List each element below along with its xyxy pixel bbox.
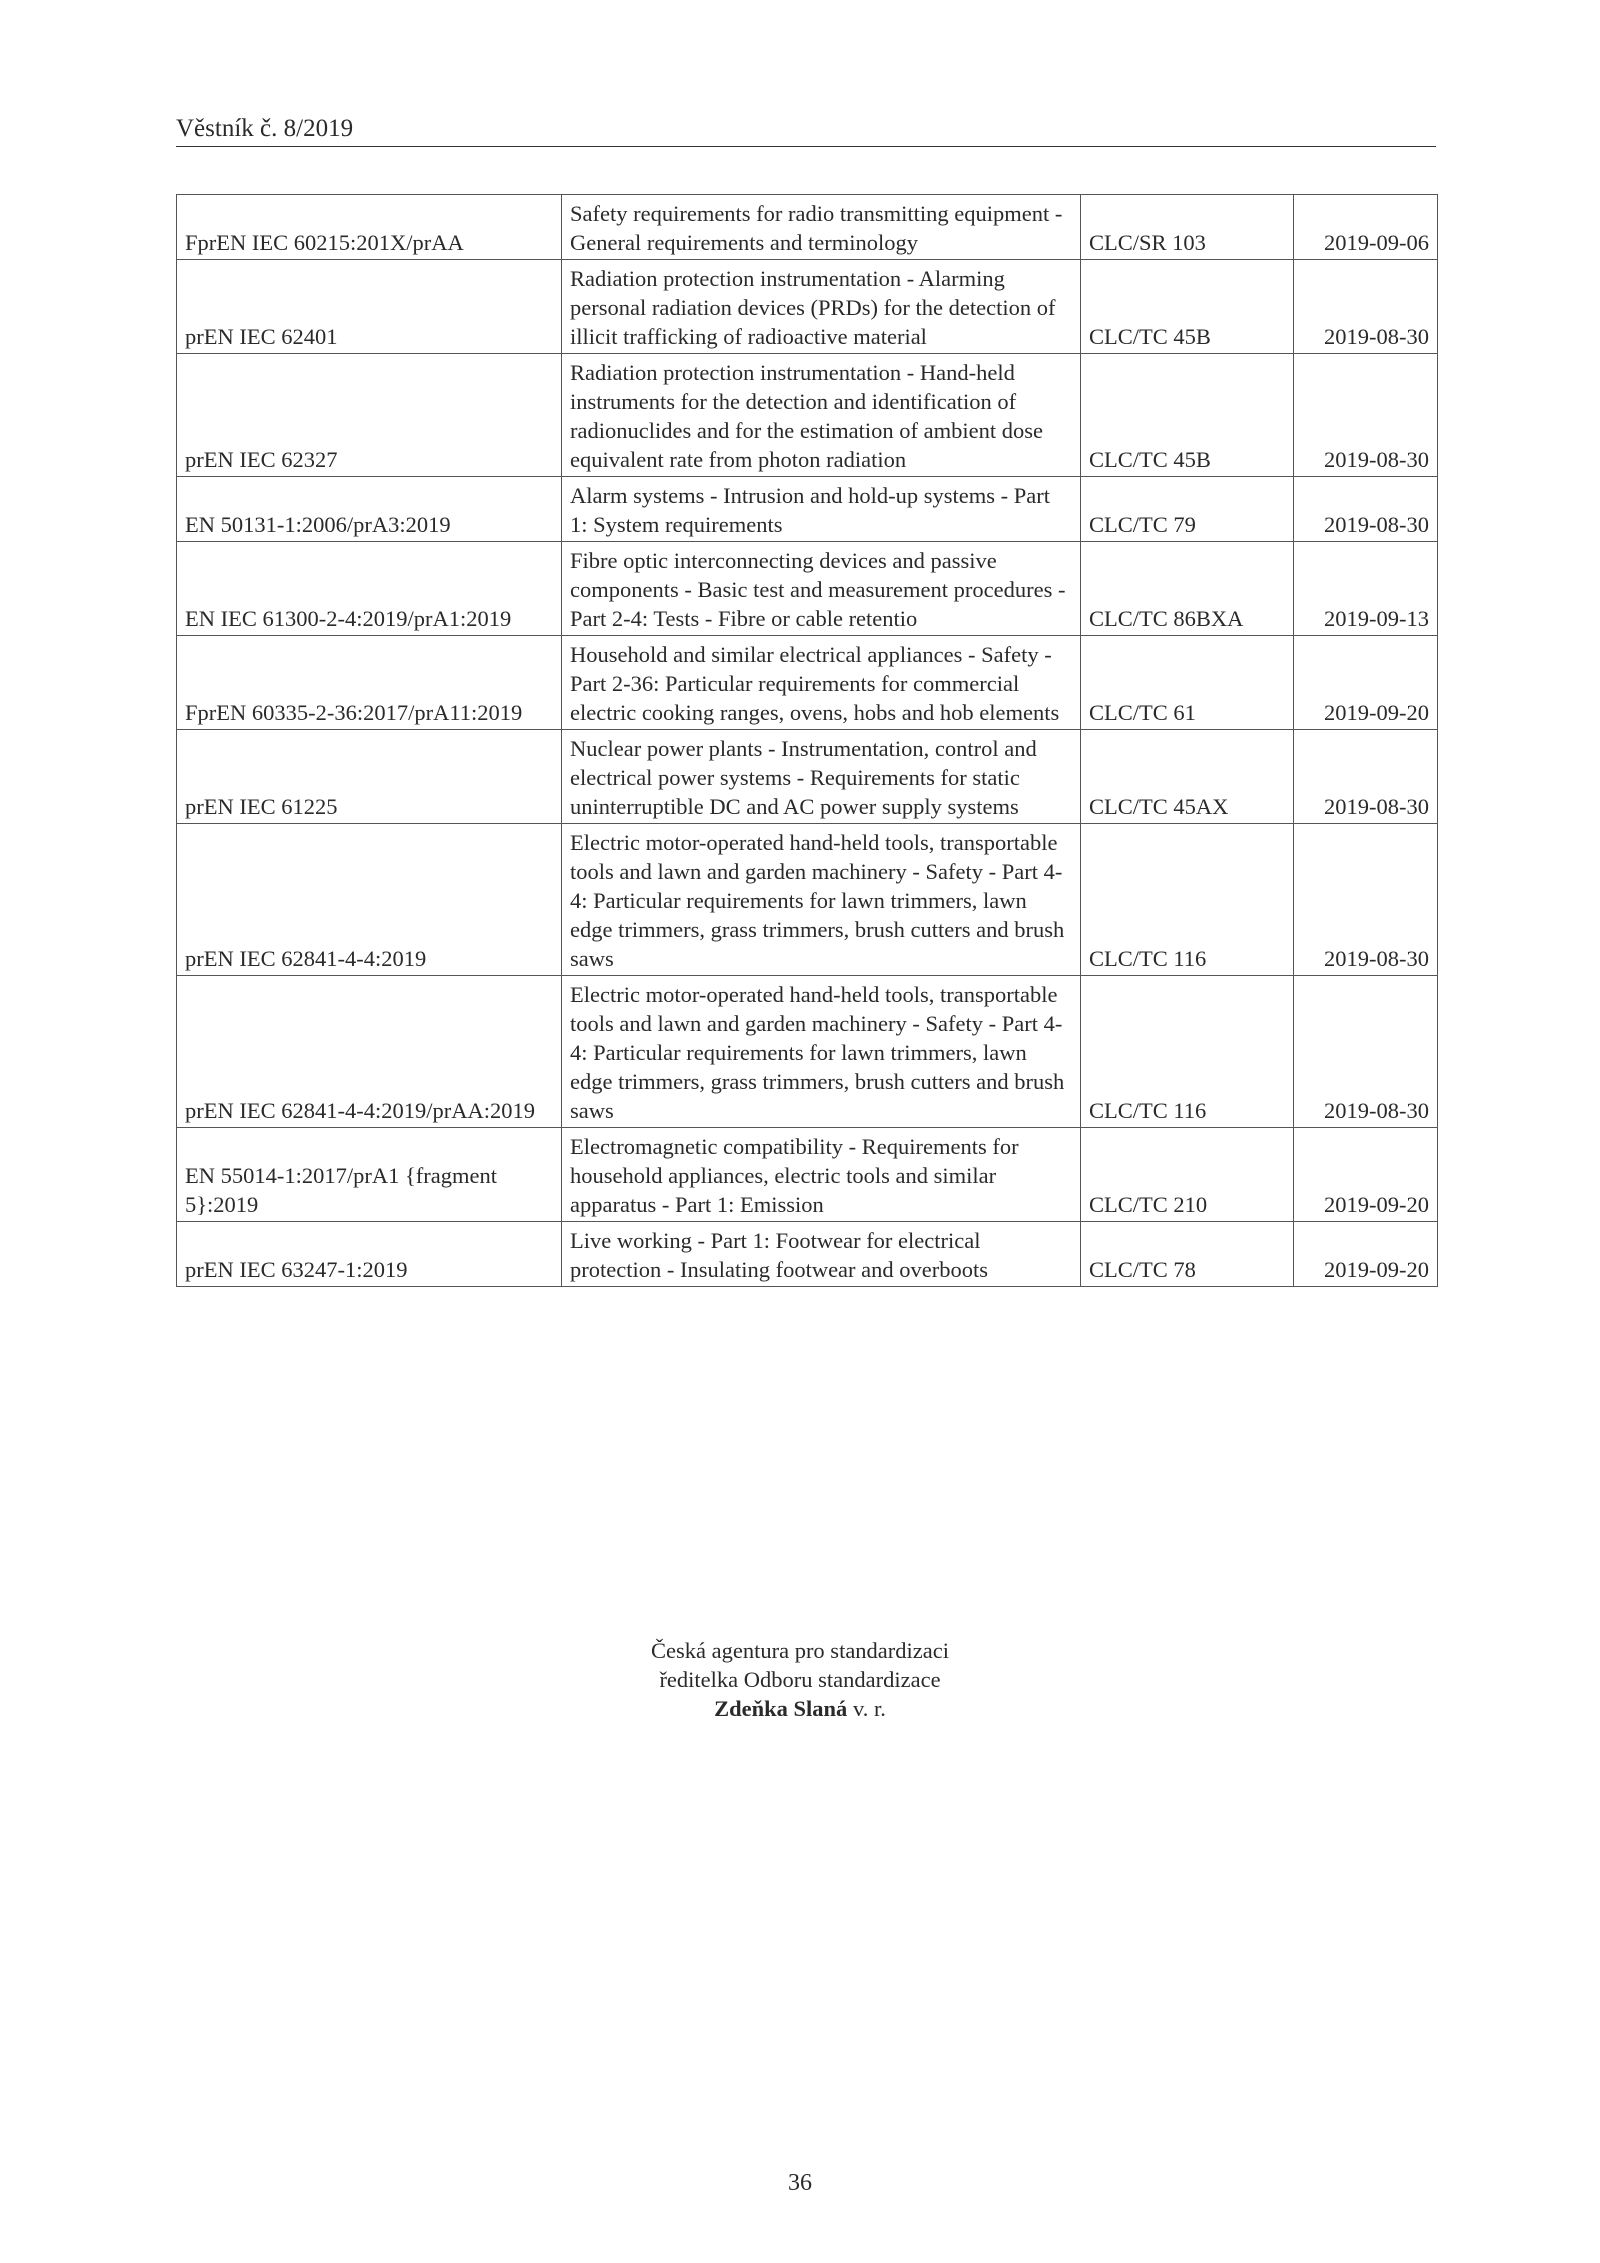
- standard-title-cell: Radiation protection instrumentation - Alarming personal radiation devices (PRDs) for the detection of illicit trafficking of radioactive material: [562, 260, 1081, 354]
- standard-code-cell: prEN IEC 62327: [177, 354, 562, 477]
- standard-code-cell: EN IEC 61300-2-4:2019/prA1:2019: [177, 542, 562, 636]
- standard-code-cell: prEN IEC 63247-1:2019: [177, 1222, 562, 1287]
- standard-code-cell: prEN IEC 62841-4-4:2019: [177, 824, 562, 976]
- committee-cell: CLC/TC 45B: [1081, 260, 1294, 354]
- deadline-date-cell: 2019-09-06: [1294, 195, 1438, 260]
- standard-title-cell: Household and similar electrical appliances - Safety - Part 2-36: Particular requirements for commercial electric cooking ranges, ovens, hobs and hob elements: [562, 636, 1081, 730]
- deadline-date-cell: 2019-08-30: [1294, 260, 1438, 354]
- deadline-date-cell: 2019-08-30: [1294, 477, 1438, 542]
- table-row: [177, 976, 1438, 1128]
- committee-cell: CLC/TC 45B: [1081, 354, 1294, 477]
- deadline-date-cell: 2019-08-30: [1294, 824, 1438, 976]
- standard-title-cell: Electric motor-operated hand-held tools, transportable tools and lawn and garden machinery - Safety - Part 4-4: Particular requirements for lawn trimmers, lawn edge trimmers, grass trimmers, brush cutters and brush saws: [562, 976, 1081, 1128]
- committee-cell: CLC/TC 45AX: [1081, 730, 1294, 824]
- standard-code-cell: prEN IEC 61225: [177, 730, 562, 824]
- deadline-date-cell: 2019-09-20: [1294, 1128, 1438, 1222]
- standard-title-cell: Radiation protection instrumentation - Hand-held instruments for the detection and identification of radionuclides and for the estimation of ambient dose equivalent rate from photon radiation: [562, 354, 1081, 477]
- standard-title-cell: Electric motor-operated hand-held tools, transportable tools and lawn and garden machinery - Safety - Part 4-4: Particular requirements for lawn trimmers, lawn edge trimmers, grass trimmers, brush cutters and brush saws: [562, 824, 1081, 976]
- standards-table-body: [177, 195, 1438, 1287]
- deadline-date-cell: 2019-09-13: [1294, 542, 1438, 636]
- standard-code-cell: EN 50131-1:2006/prA3:2019: [177, 477, 562, 542]
- standard-title-cell: Live working - Part 1: Footwear for electrical protection - Insulating footwear and overboots: [562, 1222, 1081, 1287]
- table-row: [177, 1128, 1438, 1222]
- table-row: [177, 477, 1438, 542]
- table-row: [177, 195, 1438, 260]
- signatory-suffix: v. r.: [847, 1696, 886, 1721]
- committee-cell: CLC/TC 78: [1081, 1222, 1294, 1287]
- table-row: [177, 354, 1438, 477]
- committee-cell: CLC/SR 103: [1081, 195, 1294, 260]
- signatory-line: [400, 1694, 1200, 1723]
- journal-header: [176, 112, 1436, 147]
- committee-cell: CLC/TC 86BXA: [1081, 542, 1294, 636]
- standard-code-cell: prEN IEC 62401: [177, 260, 562, 354]
- table-row: [177, 730, 1438, 824]
- committee-cell: CLC/TC 61: [1081, 636, 1294, 730]
- standard-title-cell: Nuclear power plants - Instrumentation, control and electrical power systems - Requirements for static uninterruptible DC and AC power supply systems: [562, 730, 1081, 824]
- committee-cell: CLC/TC 116: [1081, 824, 1294, 976]
- page-number: 36: [788, 2170, 812, 2196]
- deadline-date-cell: 2019-08-30: [1294, 730, 1438, 824]
- deadline-date-cell: 2019-08-30: [1294, 354, 1438, 477]
- standards-table: [176, 194, 1438, 1287]
- signature-block: [400, 1636, 1200, 1723]
- agency-name: Česká agentura pro standardizaci: [651, 1638, 949, 1663]
- standard-title-cell: Electromagnetic compatibility - Requirements for household appliances, electric tools and similar apparatus - Part 1: Emission: [562, 1128, 1081, 1222]
- signatory-name: Zdeňka Slaná: [714, 1696, 848, 1721]
- table-row: [177, 824, 1438, 976]
- table-row: [177, 260, 1438, 354]
- deadline-date-cell: 2019-09-20: [1294, 1222, 1438, 1287]
- committee-cell: CLC/TC 116: [1081, 976, 1294, 1128]
- deadline-date-cell: 2019-09-20: [1294, 636, 1438, 730]
- signatory-position: ředitelka Odboru standardizace: [659, 1667, 941, 1692]
- standard-code-cell: FprEN IEC 60215:201X/prAA: [177, 195, 562, 260]
- standard-code-cell: EN 55014-1:2017/prA1 {fragment 5}:2019: [177, 1128, 562, 1222]
- standard-code-cell: prEN IEC 62841-4-4:2019/prAA:2019: [177, 976, 562, 1128]
- standard-code-cell: FprEN 60335-2-36:2017/prA11:2019: [177, 636, 562, 730]
- standard-title-cell: Safety requirements for radio transmitting equipment - General requirements and terminology: [562, 195, 1081, 260]
- committee-cell: CLC/TC 79: [1081, 477, 1294, 542]
- table-row: [177, 1222, 1438, 1287]
- table-row: [177, 636, 1438, 730]
- standard-title-cell: Fibre optic interconnecting devices and passive components - Basic test and measurement procedures - Part 2-4: Tests - Fibre or cable retentio: [562, 542, 1081, 636]
- standard-title-cell: Alarm systems - Intrusion and hold-up systems - Part 1: System requirements: [562, 477, 1081, 542]
- deadline-date-cell: 2019-08-30: [1294, 976, 1438, 1128]
- table-row: [177, 542, 1438, 636]
- journal-title: Věstník č. 8/2019: [176, 115, 354, 142]
- committee-cell: CLC/TC 210: [1081, 1128, 1294, 1222]
